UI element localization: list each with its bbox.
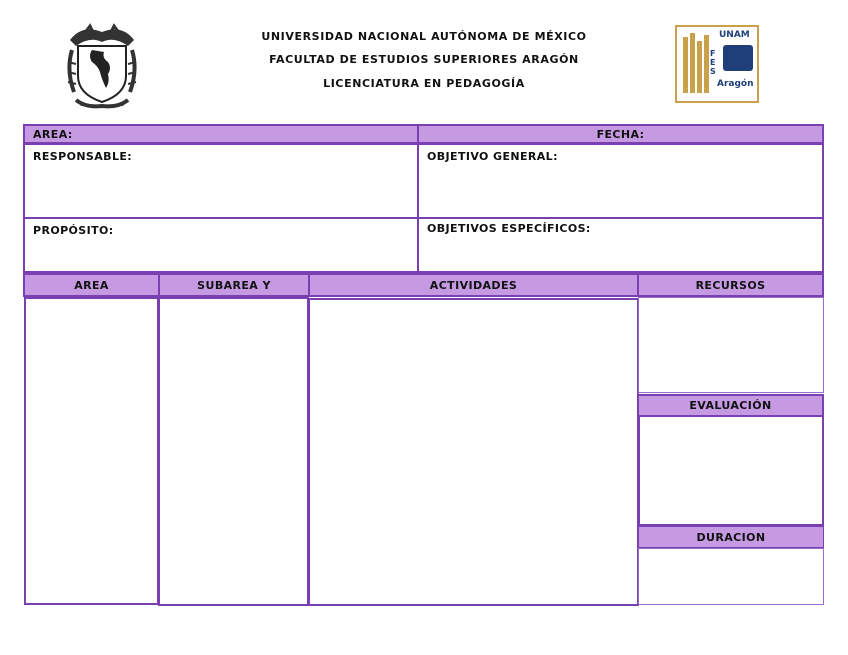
fecha-header-bar	[417, 124, 824, 144]
column-header-area-text: AREA	[74, 278, 109, 292]
program-title: LICENCIATURA EN PEDAGOGÍA	[323, 77, 525, 90]
column-header-actividades-text: ACTIVIDADES	[429, 278, 518, 292]
university-title: UNIVERSIDAD NACIONAL AUTÓNOMA DE MÉXICO	[261, 30, 587, 43]
proposito-label: PROPÓSITO:	[33, 224, 114, 237]
duracion-header-bar	[638, 526, 824, 548]
logo-unam-text: UNAM	[719, 30, 750, 40]
unam-seal-icon	[723, 45, 753, 71]
proposito-field[interactable]	[23, 217, 419, 273]
logo-aragon-text: Aragón	[717, 79, 754, 89]
faculty-title: FACULTAD DE ESTUDIOS SUPERIORES ARAGÓN	[269, 53, 579, 66]
objetivos-especificos-label: OBJETIVOS ESPECÍFICOS:	[427, 222, 591, 235]
area-header-bar	[23, 124, 419, 144]
duracion-label: DURACION	[696, 530, 766, 544]
recursos-cell[interactable]	[638, 297, 824, 393]
objetivos-especificos-field[interactable]	[417, 217, 824, 273]
objetivo-general-label: OBJETIVO GENERAL:	[427, 150, 558, 163]
column-header-recursos	[637, 273, 824, 297]
area-label: AREA:	[33, 128, 73, 141]
evaluacion-header-bar	[637, 394, 824, 417]
subarea-column-cell[interactable]	[158, 297, 309, 606]
area-column-cell[interactable]	[24, 297, 159, 605]
duracion-cell[interactable]	[638, 548, 824, 605]
logo-fes-text: FES	[710, 49, 716, 76]
column-header-actividades	[308, 273, 639, 297]
column-header-subarea	[158, 273, 310, 297]
fecha-label: FECHA:	[596, 127, 645, 141]
responsable-field[interactable]	[23, 143, 419, 219]
column-header-recursos-text: RECURSOS	[695, 278, 766, 292]
column-header-subarea-text: SUBAREA Y	[197, 278, 271, 292]
fes-aragon-logo	[675, 25, 759, 103]
column-header-area	[23, 273, 160, 297]
actividades-column-cell[interactable]	[308, 298, 639, 606]
evaluacion-cell[interactable]	[638, 415, 824, 526]
evaluacion-label: EVALUACIÓN	[689, 399, 772, 412]
objetivo-general-field[interactable]	[417, 143, 824, 219]
responsable-label: RESPONSABLE:	[33, 150, 133, 163]
